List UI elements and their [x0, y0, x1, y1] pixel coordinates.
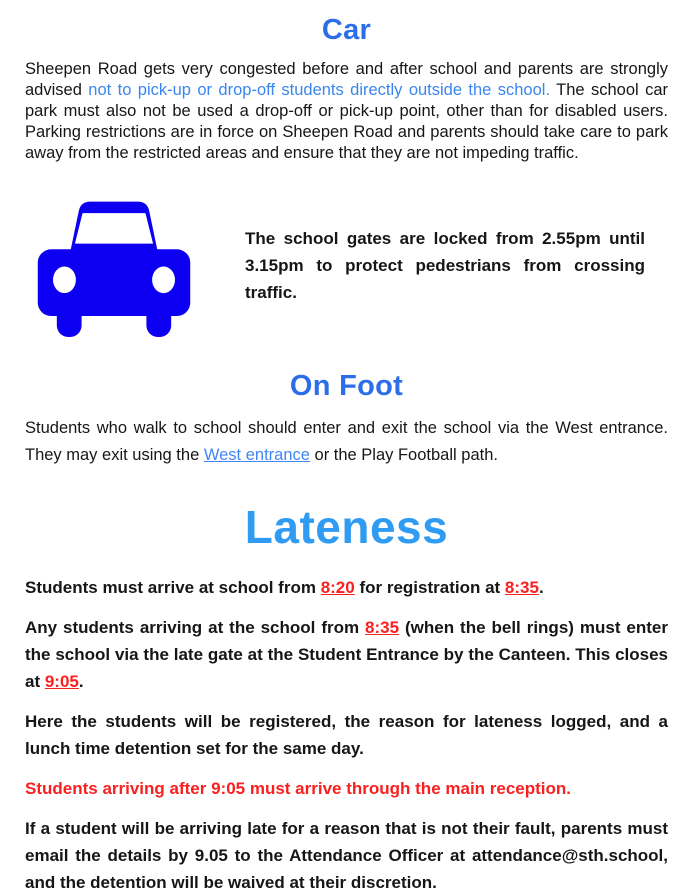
lateness-section-heading: Lateness: [244, 501, 449, 553]
car-intro-highlight: not to pick-up or drop-off students directly outside the school.: [88, 81, 551, 99]
car-intro-text-pre: Sheepen Road gets very congested before and after school and parents are strongly advised: [25, 60, 668, 99]
lateness-p1-text: Students must arrive at school from: [25, 577, 321, 597]
lateness-paragraph-late-gate: [25, 614, 668, 695]
west-entrance-link[interactable]: West entrance: [203, 446, 310, 464]
time-905: 9:05: [44, 671, 79, 691]
time-835: 8:35: [504, 577, 539, 597]
car-icon: [33, 194, 195, 337]
lateness-paragraph-arrival: [25, 574, 668, 601]
lateness-p1-text-2: for registration at: [354, 577, 505, 597]
lateness-paragraph-reception-warning: Students arriving after 9:05 must arrive through the main reception.: [25, 778, 572, 798]
car-info-row: [33, 190, 668, 340]
gates-locked-note: The school gates are locked from 2.55pm until 3.15pm to protect pedestrians from crossing traffic.: [245, 228, 645, 302]
time-835-bell: 8:35: [365, 617, 400, 637]
on-foot-paragraph: [25, 415, 668, 469]
time-820: 8:20: [320, 577, 355, 597]
lateness-p1-text-3: .: [538, 577, 544, 597]
lateness-p2-text-3: .: [78, 671, 84, 691]
on-foot-section-heading: On Foot: [289, 370, 404, 402]
car-section-heading: Car: [321, 14, 372, 46]
lateness-p2-text-2: (when the bell rings) must enter the school via the late gate at the Student Entrance by the Canteen. This closes at: [25, 617, 668, 691]
lateness-p2-text: Any students arriving at the school from: [25, 617, 366, 637]
car-intro-text-post: The school car park must also not be used a drop-off or pick-up point, other than for disabled users. Parking restrictions are in force on Sheepen Road and parents should take care to park away from the restricted areas and ensure that they are not impeding traffic.: [25, 81, 668, 162]
on-foot-text-pre: Students who walk to school should enter and exit the school via the West entrance. They may exit using the: [25, 419, 668, 464]
on-foot-text-post: or the Play Football path.: [309, 446, 498, 464]
lateness-paragraph-email: If a student will be arriving late for a reason that is not their fault, parents must email the details by 9.05 to the Attendance Officer at attendance@sth.school, and the detention will be waived at their discretion.: [25, 818, 668, 892]
car-intro-paragraph: [25, 59, 668, 164]
lateness-paragraph-registration: Here the students will be registered, the reason for lateness logged, and a lunch time detention set for the same day.: [25, 711, 668, 758]
